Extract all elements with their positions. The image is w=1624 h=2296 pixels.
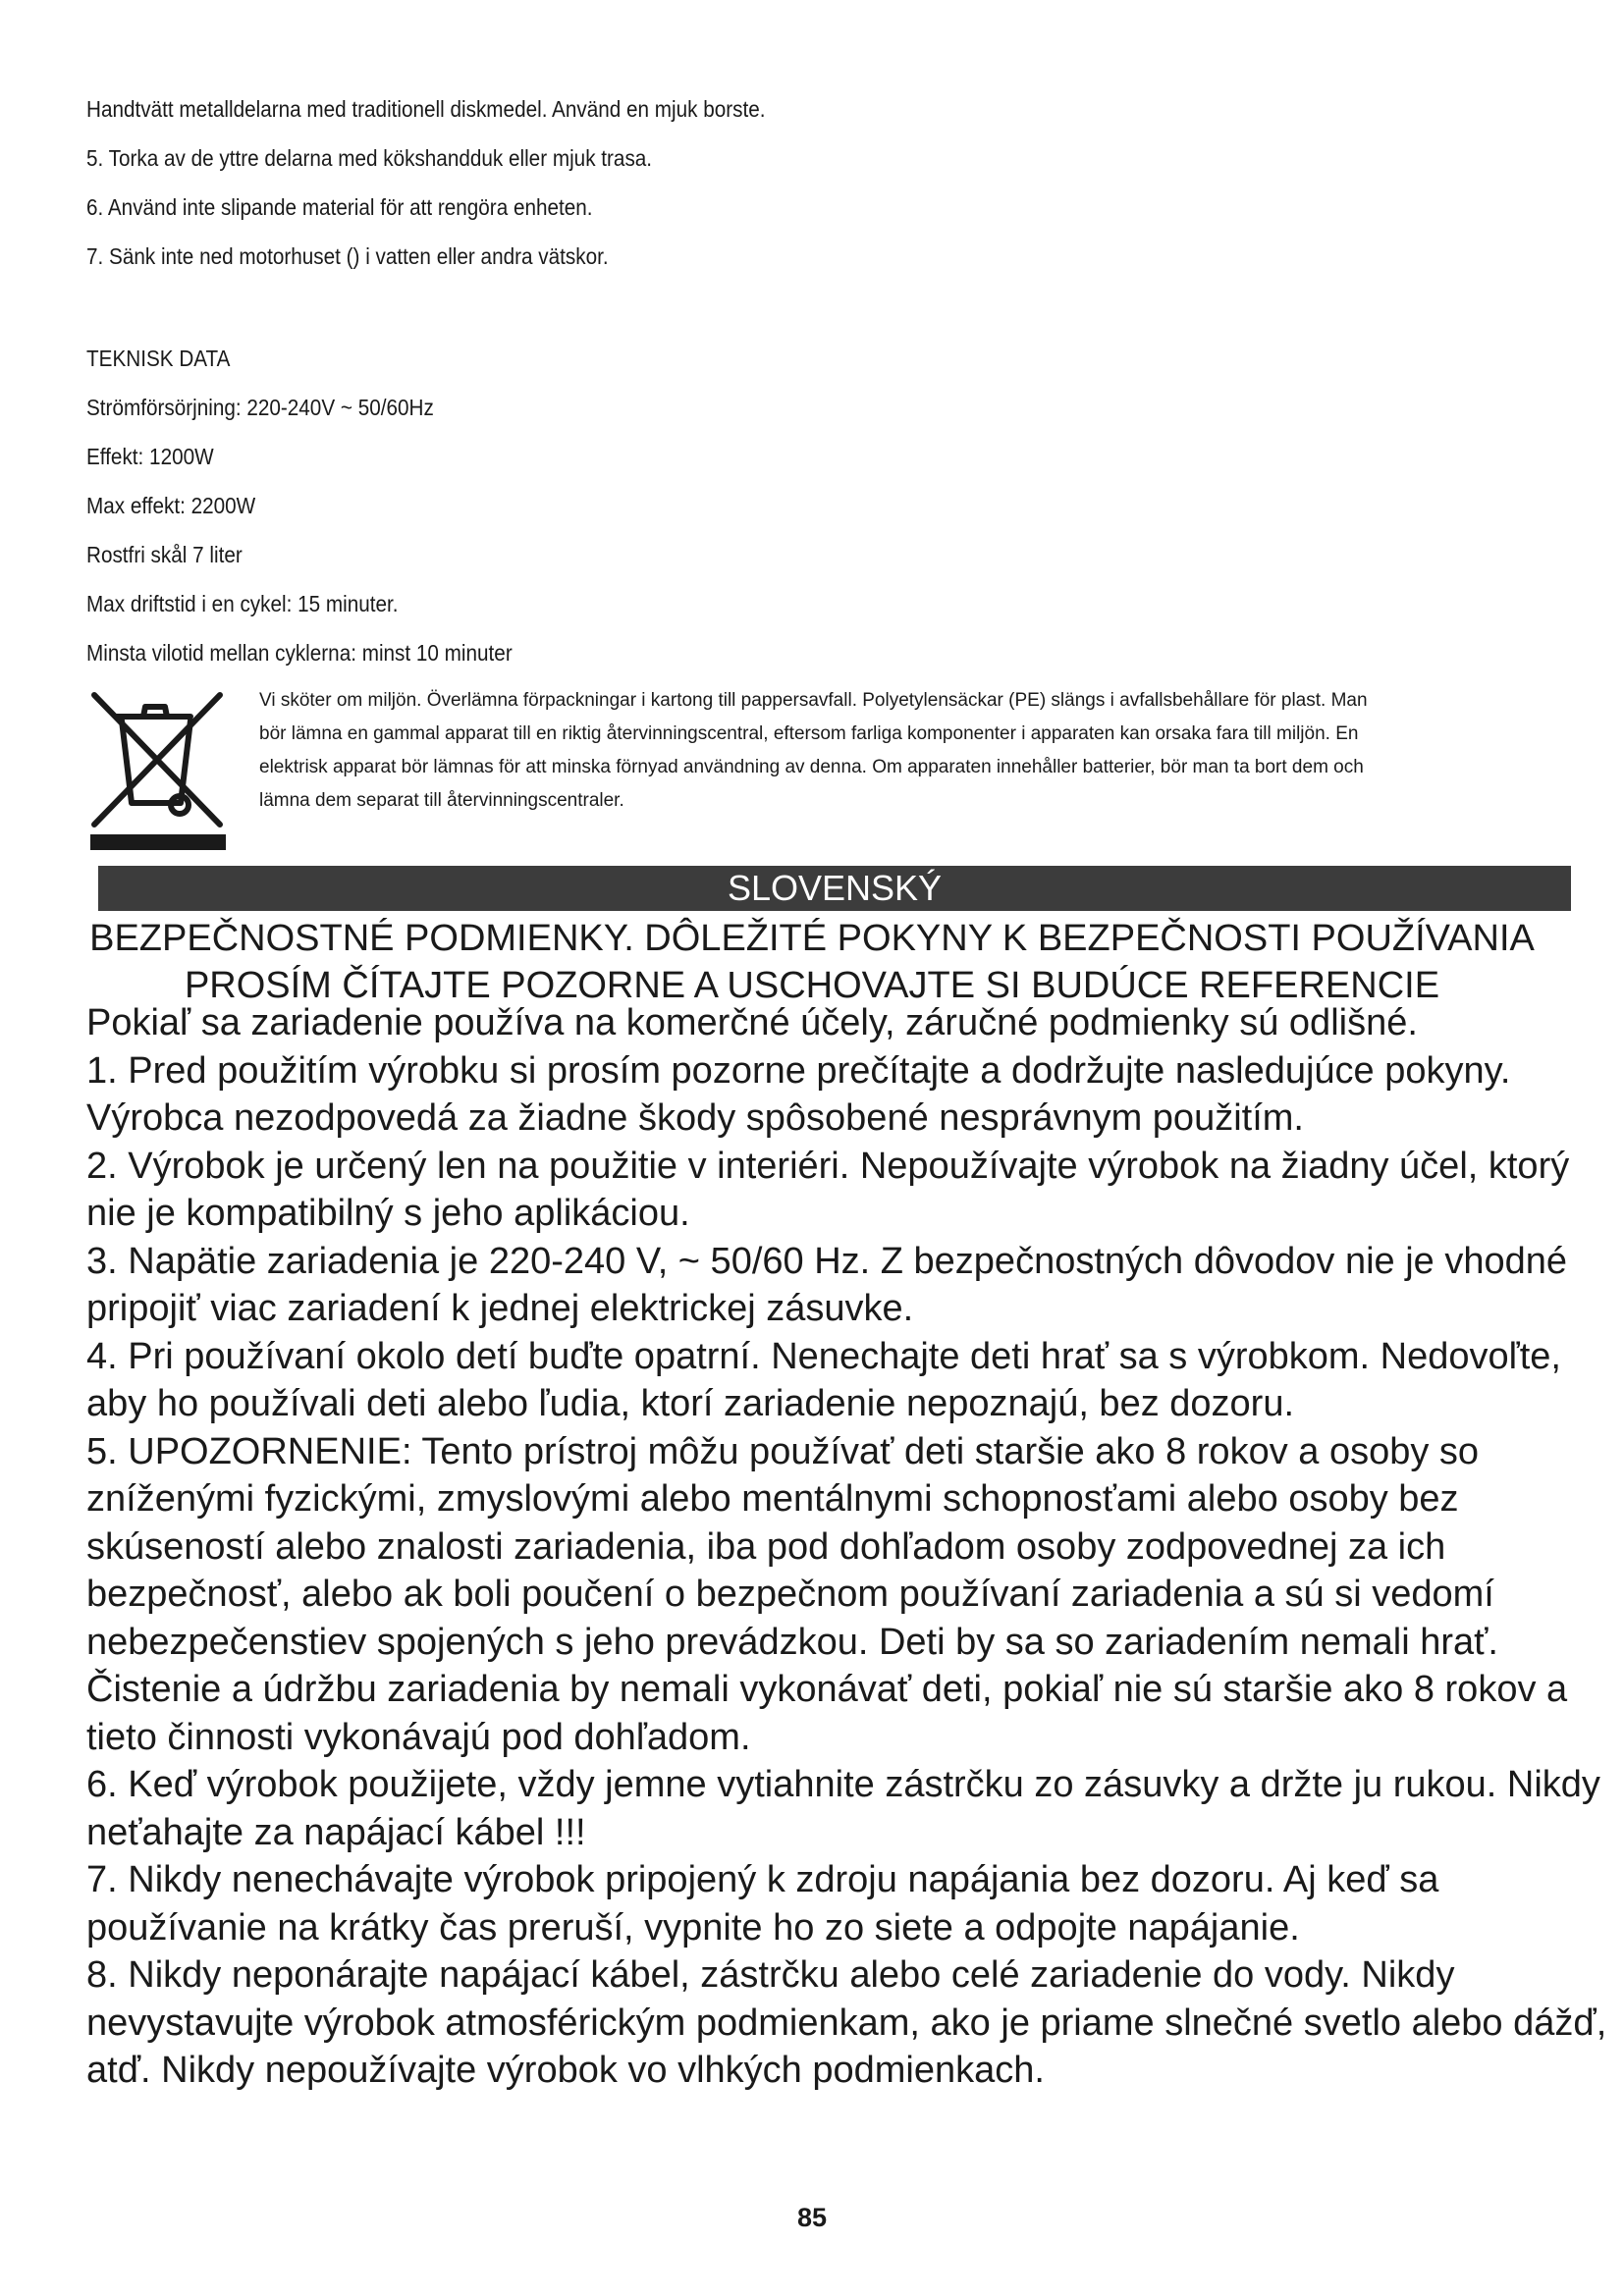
body-line: tieto činnosti vykonávajú pod dohľadom.: [86, 1716, 751, 1758]
body-line: 6. Keď výrobok použijete, vždy jemne vytiahnite zástrčku zo zásuvky a držte ju rukou. Nikdy: [86, 1764, 1600, 1805]
safety-heading: BEZPEČNOSTNÉ PODMIENKY. DÔLEŽITÉ POKYNY K BEZPEČNOSTI POUŽÍVANIA: [89, 918, 1535, 959]
weee-line: lämna dem separat till återvinningscentraler.: [259, 790, 624, 811]
body-line: 8. Nikdy neponárajte napájací kábel, zástrčku alebo celé zariadenie do vody. Nikdy: [86, 1954, 1455, 1996]
care-line: 5. Torka av de yttre delarna med kökshandduk eller mjuk trasa.: [86, 145, 653, 171]
body-line: 2. Výrobok je určený len na použitie v interiéri. Nepoužívajte výrobok na žiadny účel, ktorý: [86, 1145, 1570, 1187]
body-line: 5. UPOZORNENIE: Tento prístroj môžu používať deti staršie ako 8 rokov a osoby so: [86, 1430, 1480, 1472]
tech-line: Rostfri skål 7 liter: [86, 542, 243, 567]
weee-line: bör lämna en gammal apparat till en riktig återvinningscentral, eftersom farliga komponenter i apparaten kan orsaka fara till miljön. En: [259, 723, 1359, 744]
tech-line: Strömförsörjning: 220-240V ~ 50/60Hz: [86, 395, 434, 420]
care-line: Handtvätt metalldelarna med traditionell diskmedel. Använd en mjuk borste.: [86, 96, 766, 122]
page-number: 85: [796, 2203, 828, 2232]
tech-line: Minsta vilotid mellan cyklerna: minst 10 minuter: [86, 640, 513, 666]
body-line: atď. Nikdy nepoužívajte výrobok vo vlhkých podmienkach.: [86, 2050, 1045, 2091]
body-line: 3. Napätie zariadenia je 220-240 V, ~ 50/60 Hz. Z bezpečnostných dôvodov nie je vhodné: [86, 1240, 1568, 1282]
body-line: nebezpečenstiev spojených s jeho prevádzkou. Deti by sa so zariadením nemali hrať.: [86, 1621, 1498, 1663]
body-line: 7. Nikdy nenechávajte výrobok pripojený k zdroju napájania bez dozoru. Aj keď sa: [86, 1859, 1439, 1900]
body-line: nevystavujte výrobok atmosférickým podmienkam, ako je priame slnečné svetlo alebo dážď,: [86, 2002, 1607, 2044]
body-line: 4. Pri používaní okolo detí buďte opatrní. Nenechajte deti hrať sa s výrobkom. Nedovoľte,: [86, 1335, 1561, 1377]
body-line: pripojiť viac zariadení k jednej elektrickej zásuvke.: [86, 1288, 914, 1329]
body-line: aby ho používali deti alebo ľudia, ktorí zariadenie nepoznajú, bez dozoru.: [86, 1383, 1295, 1424]
tech-line: Effekt: 1200W: [86, 444, 214, 469]
body-line: 1. Pred použitím výrobku si prosím pozorne prečítajte a dodržujte nasledujúce pokyny.: [86, 1049, 1511, 1092]
tech-line: Max effekt: 2200W: [86, 493, 256, 518]
body-line: Pokiaľ sa zariadenie používa na komerčné účely, záručné podmienky sú odlišné.: [86, 1002, 1418, 1043]
body-line: skúseností alebo znalosti zariadenia, iba pod dohľadom osoby zodpovednej za ich: [86, 1525, 1446, 1568]
body-line: Čistenie a údržbu zariadenia by nemali vykonávať deti, pokiaľ nie sú staršie ako 8 rokov a: [86, 1669, 1568, 1710]
crossed-out-bin-icon: [86, 687, 230, 850]
body-line: nie je kompatibilný s jeho aplikáciou.: [86, 1193, 690, 1234]
safety-instructions: [86, 999, 1607, 2095]
body-line: používanie na krátky čas preruší, vypnite ho zo siete a odpojte napájanie.: [86, 1906, 1300, 1949]
body-line: zníženými fyzickými, zmyslovými alebo mentálnymi schopnosťami alebo osoby bez: [86, 1478, 1459, 1520]
tech-title: TEKNISK DATA: [86, 346, 231, 371]
body-line: Výrobca nezodpovedá za žiadne škody spôsobené nesprávnym použitím.: [86, 1097, 1304, 1139]
weee-line: Vi sköter om miljön. Överlämna förpackningar i kartong till pappersavfall. Polyetylensäckar (PE) slängs i avfallsbehållare för plast. Man: [259, 690, 1368, 711]
body-line: neťahajte za napájací kábel !!!: [86, 1811, 586, 1853]
care-line: 7. Sänk inte ned motorhuset () i vatten eller andra vätskor.: [86, 243, 609, 269]
safety-subheading: PROSÍM ČÍTAJTE POZORNE A USCHOVAJTE SI BUDÚCE REFERENCIE: [184, 965, 1440, 1006]
weee-disposal-notice: [259, 684, 1575, 818]
care-line: 6. Använd inte slipande material för att rengöra enheten.: [86, 194, 593, 220]
tech-line: Max driftstid i en cykel: 15 minuter.: [86, 591, 399, 616]
language-section-bar: SLOVENSKÝ: [98, 866, 1571, 911]
body-line: bezpečnosť, alebo ak boli poučení o bezpečnom používaní zariadenia a sú si vedomí: [86, 1574, 1494, 1615]
weee-line: elektrisk apparat bör lämnas för att minska förnyad användning av denna. Om apparaten innehåller batterier, bör man ta bort dem och: [259, 757, 1364, 777]
